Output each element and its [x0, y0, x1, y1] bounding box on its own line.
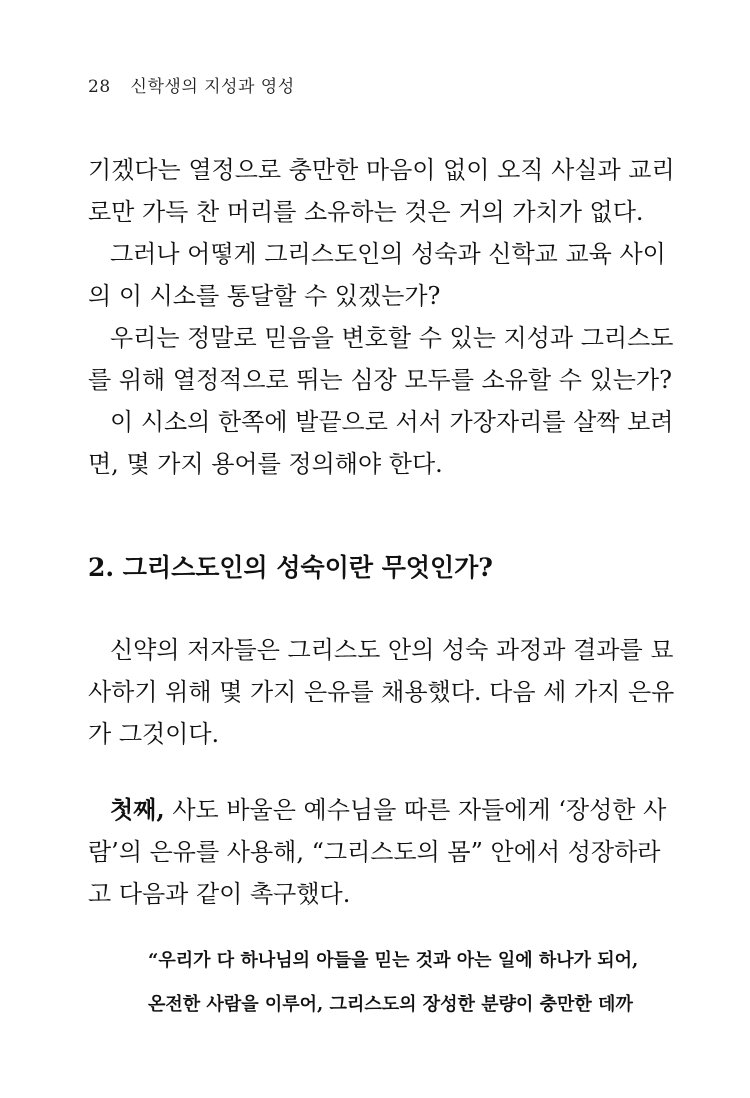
ordinal-lead: 첫째, [110, 795, 165, 824]
body-line: 람’의 은유를 사용해, “그리스도의 몸” 안에서 성장하라 [88, 838, 661, 866]
body-line [110, 790, 666, 825]
section-heading: 2. 그리스도인의 성숙이란 무엇인가? [88, 553, 493, 582]
body-line: 신약의 저자들은 그리스도 안의 성숙 과정과 결과를 묘 [110, 636, 674, 664]
body-line: 기겠다는 열정으로 충만한 마음이 없이 오직 사실과 교리 [88, 156, 675, 184]
running-title: 신학생의 지성과 영성 [130, 77, 295, 97]
body-line: 를 위해 열정적으로 뛰는 심장 모두를 소유할 수 있는가? [88, 366, 672, 394]
body-line: 그러나 어떻게 그리스도인의 성숙과 신학교 교육 사이 [110, 240, 666, 268]
body-line: 우리는 정말로 믿음을 변호할 수 있는 지성과 그리스도 [110, 324, 674, 352]
page-number: 28 [88, 77, 111, 97]
body-line: 면, 몇 가지 용어를 정의해야 한다. [88, 450, 443, 478]
block-quote-line: 온전한 사람을 이루어, 그리스도의 장성한 분량이 충만한 데까 [148, 994, 633, 1015]
body-line: 가 그것이다. [88, 720, 220, 748]
body-line: 사하기 위해 몇 가지 은유를 채용했다. 다음 세 가지 은유 [88, 678, 675, 706]
body-line: 이 시소의 한쪽에 발끝으로 서서 가장자리를 살짝 보려 [110, 408, 674, 436]
body-line: 로만 가득 찬 머리를 소유하는 것은 거의 가치가 없다. [88, 198, 644, 226]
running-header [88, 72, 295, 97]
body-line: 고 다음과 같이 촉구했다. [88, 880, 351, 908]
block-quote-line: “우리가 다 하나님의 아들을 믿는 것과 아는 일에 하나가 되어, [148, 950, 639, 971]
body-line: 의 이 시소를 통달할 수 있겠는가? [88, 282, 441, 310]
body-text: 사도 바울은 예수님을 따른 자들에게 ‘장성한 사 [164, 796, 667, 824]
